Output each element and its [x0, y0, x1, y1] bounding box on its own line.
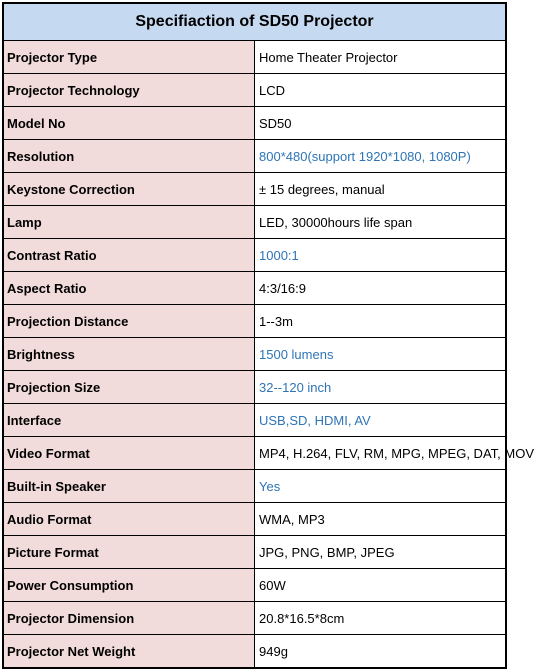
spec-row	[3, 173, 506, 206]
spec-label: Video Format	[3, 437, 255, 470]
spec-row	[3, 371, 506, 404]
spec-table-body	[3, 3, 534, 668]
spec-label: Projector Technology	[3, 74, 255, 107]
spec-label: Picture Format	[3, 536, 255, 569]
spec-label: Projector Dimension	[3, 602, 255, 635]
spec-row	[3, 503, 506, 536]
spec-label: Resolution	[3, 140, 255, 173]
spec-value: 1--3m	[255, 305, 507, 338]
spec-row	[3, 41, 506, 74]
spec-label: Power Consumption	[3, 569, 255, 602]
spec-label: Keystone Correction	[3, 173, 255, 206]
spec-row	[3, 437, 506, 470]
spec-value: ± 15 degrees, manual	[255, 173, 507, 206]
spec-row	[3, 602, 506, 635]
spec-value: LCD	[255, 74, 507, 107]
spec-label: Model No	[3, 107, 255, 140]
spec-value: USB,SD, HDMI, AV	[255, 404, 507, 437]
spec-row	[3, 107, 506, 140]
spec-label: Interface	[3, 404, 255, 437]
spec-label: Projector Net Weight	[3, 635, 255, 669]
spec-label: Brightness	[3, 338, 255, 371]
spec-value: 949g	[255, 635, 507, 669]
spec-row	[3, 470, 506, 503]
spec-value: 20.8*16.5*8cm	[255, 602, 507, 635]
spec-label: Lamp	[3, 206, 255, 239]
spec-label: Aspect Ratio	[3, 272, 255, 305]
spec-label: Projector Type	[3, 41, 255, 74]
spec-value: 4:3/16:9	[255, 272, 507, 305]
spec-label: Projection Distance	[3, 305, 255, 338]
spec-row	[3, 272, 506, 305]
spec-value: 1000:1	[255, 239, 507, 272]
spec-row	[3, 569, 506, 602]
spec-row	[3, 404, 506, 437]
spec-value: Yes	[255, 470, 507, 503]
spec-row	[3, 635, 506, 669]
spec-value: 32--120 inch	[255, 371, 507, 404]
spec-value: Home Theater Projector	[255, 41, 507, 74]
spec-row	[3, 305, 506, 338]
spec-row	[3, 338, 506, 371]
spec-row	[3, 536, 506, 569]
spec-value: WMA, MP3	[255, 503, 507, 536]
spec-value: JPG, PNG, BMP, JPEG	[255, 536, 507, 569]
spec-label: Projection Size	[3, 371, 255, 404]
title-row	[3, 3, 506, 41]
spec-table	[2, 2, 534, 669]
spec-value: 60W	[255, 569, 507, 602]
spec-value: 800*480(support 1920*1080, 1080P)	[255, 140, 507, 173]
table-title: Specifiaction of SD50 Projector	[3, 3, 506, 41]
spec-value: MP4, H.264, FLV, RM, MPG, MPEG, DAT, MOV	[255, 437, 507, 470]
spec-row	[3, 239, 506, 272]
spec-value: SD50	[255, 107, 507, 140]
spec-row	[3, 206, 506, 239]
spec-row	[3, 140, 506, 173]
spec-row	[3, 74, 506, 107]
spec-label: Built-in Speaker	[3, 470, 255, 503]
spec-label: Audio Format	[3, 503, 255, 536]
spec-value: 1500 lumens	[255, 338, 507, 371]
spec-value: LED, 30000hours life span	[255, 206, 507, 239]
spec-label: Contrast Ratio	[3, 239, 255, 272]
